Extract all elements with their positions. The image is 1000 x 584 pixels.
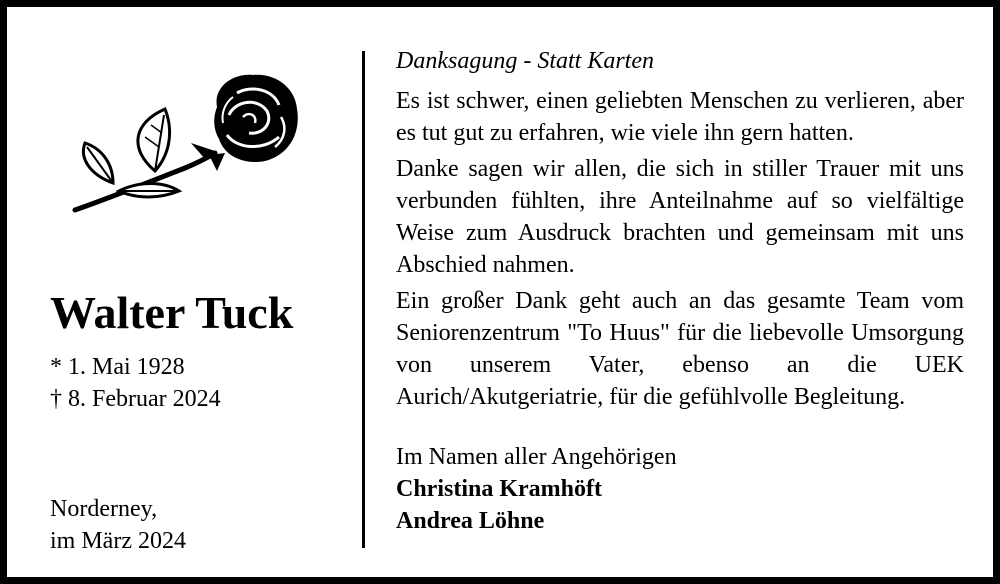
place-and-date — [50, 493, 186, 557]
paragraph: Ein großer Dank geht auch an das gesamte Team vom Seniorenzentrum "To Huus" für die liebevolle Umsorgung von unserem Vater, ebenso an die UEK Aurich/Akutgeriatrie, für die gefühlvolle Begleitung. — [396, 288, 964, 410]
paragraph: Danke sagen wir allen, die sich in stiller Trauer mit uns verbunden fühlten, ihre Anteilnahme auf so vielfältige Weise zum Ausdruck brachten und gemeinsam mit uns Abschied nahmen. — [396, 156, 964, 278]
notice-date: im März 2024 — [50, 528, 186, 554]
vertical-divider — [362, 51, 365, 548]
birth-date: * 1. Mai 1928 — [50, 354, 185, 380]
notice-heading: Danksagung - Statt Karten — [396, 48, 654, 74]
deceased-name: Walter Tuck — [50, 287, 294, 338]
death-date: † 8. Februar 2024 — [50, 386, 221, 412]
life-dates — [50, 351, 221, 415]
paragraph: Es ist schwer, einen geliebten Menschen zu verlieren, aber es tut gut zu erfahren, wie viele ihn gern hatten. — [396, 88, 964, 146]
rose-icon — [67, 67, 307, 217]
place: Norderney, — [50, 496, 158, 522]
signoff: Im Namen aller Angehörigen — [396, 444, 677, 470]
signer-name: Andrea Löhne — [396, 508, 545, 534]
thank-you-text — [396, 45, 964, 537]
signer-name: Christina Kramhöft — [396, 476, 602, 502]
